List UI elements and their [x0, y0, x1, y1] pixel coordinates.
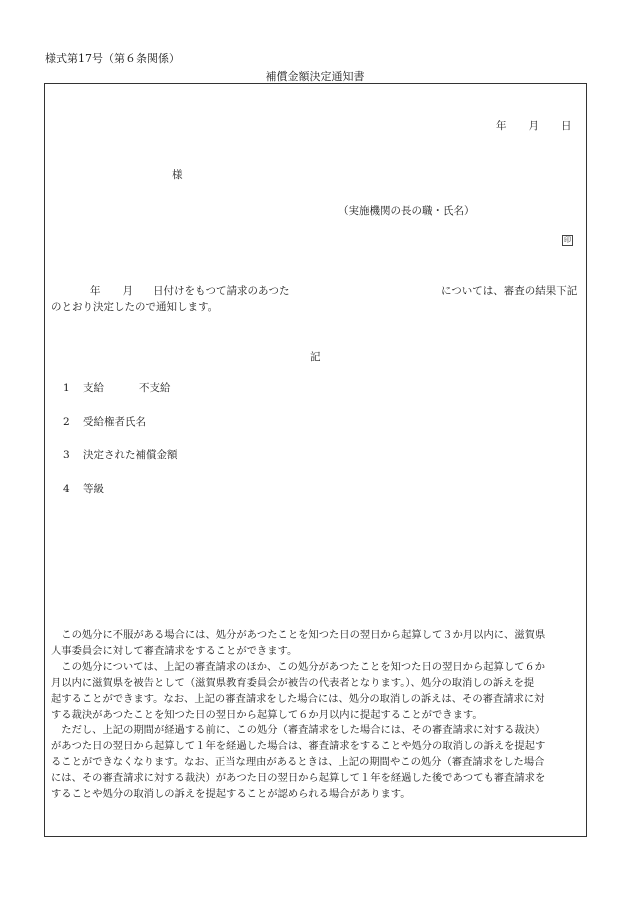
item-payment	[63, 380, 171, 395]
date-month: 月	[528, 120, 539, 132]
date-day: 日	[561, 120, 572, 132]
item-amount	[63, 447, 178, 462]
item-number: 2	[63, 416, 70, 428]
item-label: 支給	[83, 382, 104, 394]
item-number: 3	[63, 449, 70, 461]
item-label-nonpayment: 不支給	[139, 382, 171, 394]
notice-line: 月以内に滋賀県を被告として（滋賀県教育委員会が被告の代表者となります。）、処分の取消しの訴えを提	[51, 676, 535, 689]
notice-line: があつた日の翌日から起算して１年を経過した場合は、審査請求をすることや処分の取消しの訴えを提起す	[51, 740, 546, 753]
item-label: 等級	[83, 483, 104, 495]
intro-line-2: のとおり決定したので通知します。	[51, 301, 219, 313]
notice-line: には、その審査請求に対する裁決）があつた日の翌日から起算して１年を経過した後であつても審査請求を	[51, 772, 546, 785]
item-number: 1	[63, 382, 70, 394]
date-line	[496, 118, 572, 133]
document-title: 補償金額決定通知書	[265, 70, 365, 83]
intro-right: については、審査の結果下記	[441, 285, 578, 297]
notice-line: する裁決があつたことを知つた日の翌日から起算して６か月以内に提起することができます。	[51, 708, 483, 721]
item-beneficiary	[63, 414, 146, 429]
intro-year: 年	[90, 285, 101, 297]
notice-line: この処分に不服がある場合には、処分があつたことを知つた日の翌日から起算して３か月以内に、滋賀県	[61, 629, 546, 641]
intro-middle: 日付けをもつて請求のあつた	[153, 285, 290, 297]
item-number: 4	[63, 483, 70, 495]
notice-line: 起することができます。なお、上記の審査請求をした場合には、処分の取消しの訴えは、その審査請求に対	[51, 692, 545, 705]
notice-line: することや処分の取消しの訴えを提起することが認められる場合があります。	[51, 788, 411, 801]
item-label: 決定された補償金額	[83, 449, 178, 461]
notice-line: 人事委員会に対して審査請求をすることができます。	[51, 644, 298, 657]
intro-line-1	[90, 283, 290, 298]
item-grade	[63, 481, 104, 496]
sender-label: （実施機関の長の職・氏名）	[338, 205, 475, 217]
appeal-notice	[51, 628, 586, 803]
seal-mark: 印	[564, 236, 571, 244]
notice-line: ただし、上記の期間が経過する前に、この処分（審査請求をした場合には、その審査請求に対する裁決）	[61, 724, 546, 737]
notice-line: ることができなくなります。なお、正当な理由があるときは、上記の期間やこの処分（審査請求をした場合	[51, 756, 545, 769]
form-number-label: 様式第17号（第６条関係）	[45, 52, 180, 65]
notice-line: この処分については、上記の審査請求のほか、この処分があつたことを知つた日の翌日から起算して６か	[61, 660, 546, 673]
recipient-suffix: 様	[172, 169, 183, 181]
item-label: 受給権者氏名	[83, 416, 146, 428]
ki-heading: 記	[310, 351, 321, 363]
intro-month: 月	[122, 285, 133, 297]
date-year: 年	[496, 120, 507, 132]
